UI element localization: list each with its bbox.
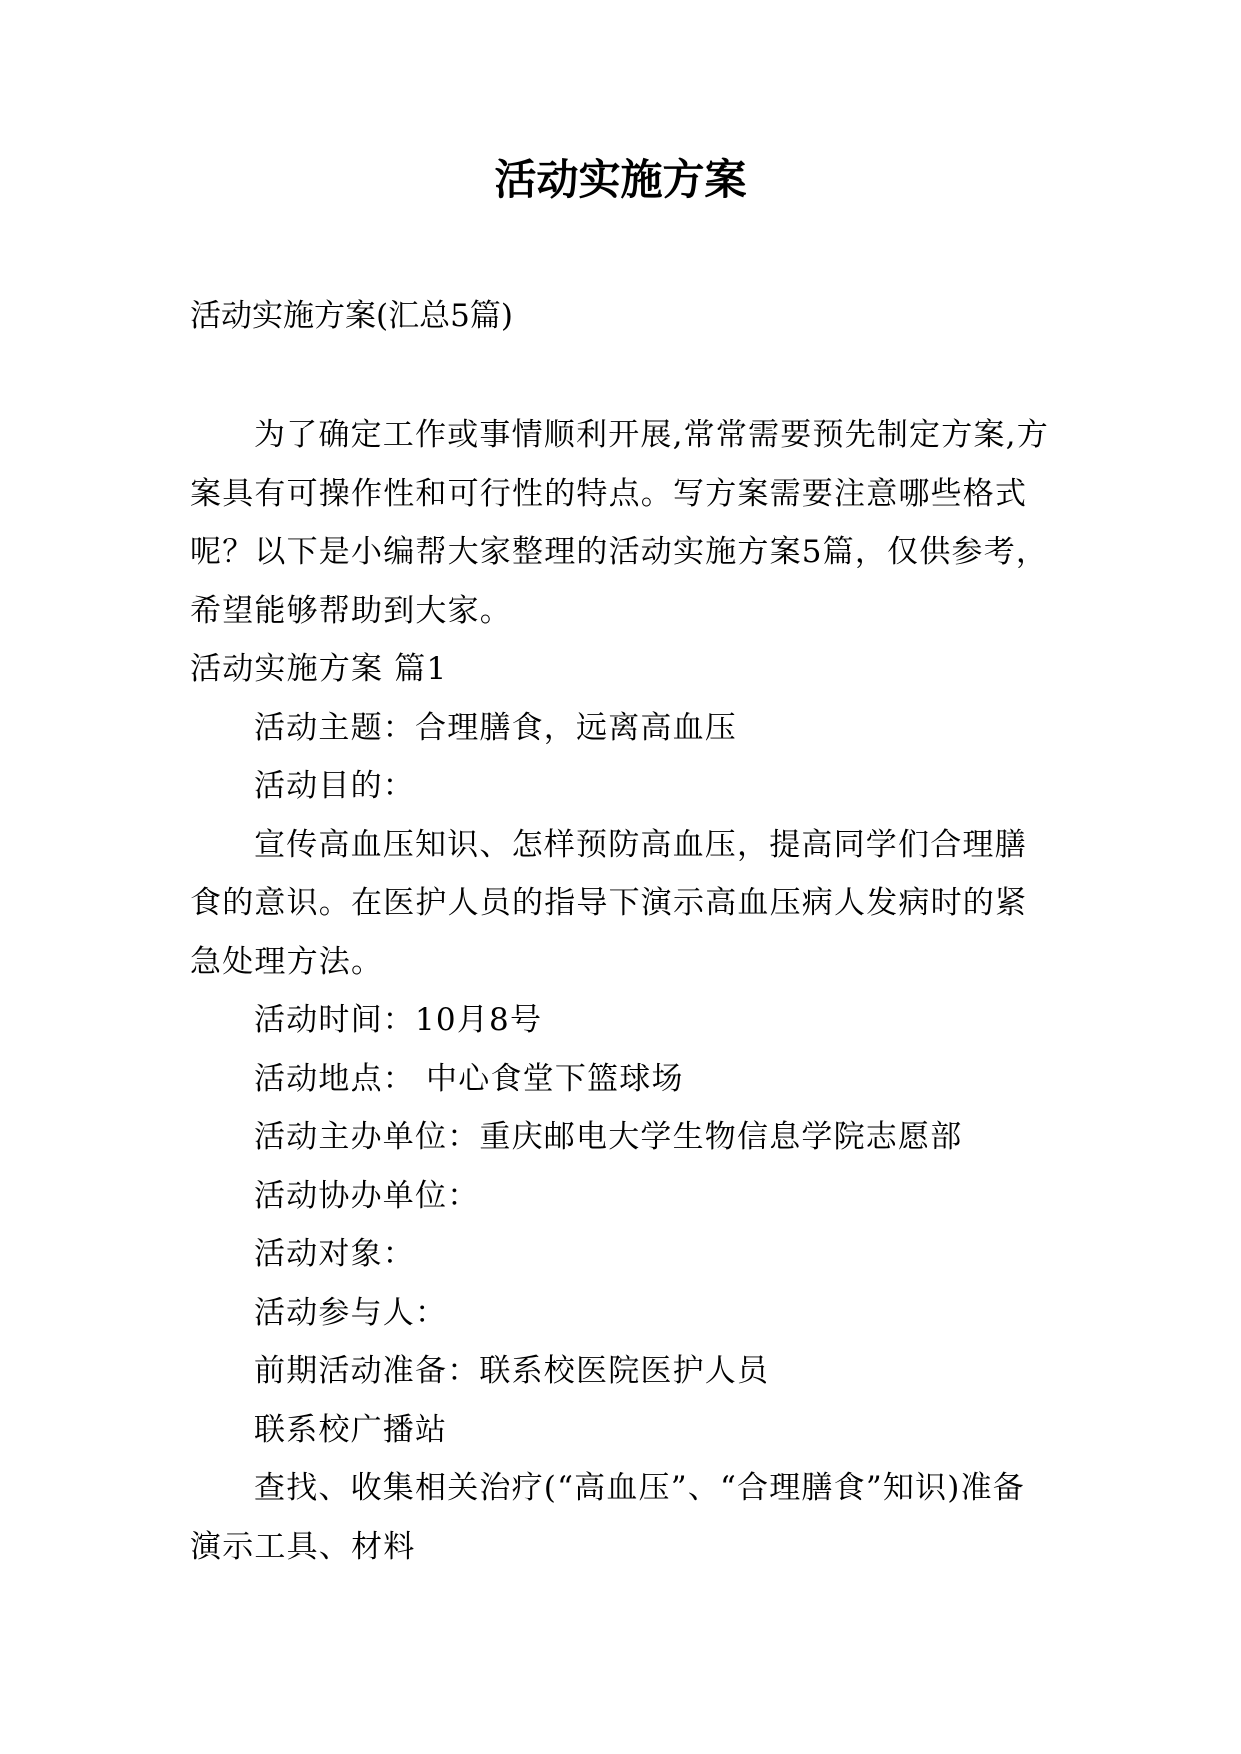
activity-location: 活动地点： 中心食堂下篮球场 [254,1060,684,1097]
preparation-item: 联系校广播站 [254,1411,448,1448]
activity-purpose-label: 活动目的： [254,768,415,804]
document-body [190,406,1052,1576]
activity-theme: 活动主题：合理膳食，远离高血压 [254,709,737,746]
document-title: 活动实施方案 [494,155,747,204]
preparation-item: 前期活动准备：联系校医院医护人员 [254,1353,770,1389]
document-subtitle: 活动实施方案(汇总5篇) [190,298,513,334]
activity-audience: 活动对象： [254,1236,415,1272]
activity-co-organizer: 活动协办单位： [254,1177,480,1214]
intro-paragraph: 为了确定工作或事情顺利开展,常常需要预先制定方案,方案具有可操作性和可行性的特点。写方案需要注意哪些格式呢？以下是小编帮大家整理的活动实施方案5篇，仅供参考，希望能够帮助到大家。 [190,417,1049,629]
section-heading: 活动实施方案 篇1 [190,651,448,687]
activity-purpose-text: 宣传高血压知识、怎样预防高血压，提高同学们合理膳食的意识。在医护人员的指导下演示高血压病人发病时的紧急处理方法。 [190,826,1028,980]
activity-time: 活动时间：10月8号 [254,1002,543,1038]
activity-participants: 活动参与人： [254,1294,448,1331]
activity-organizer: 活动主办单位：重庆邮电大学生物信息学院志愿部 [254,1119,963,1155]
preparation-item: 查找、收集相关治疗(“高血压”、“合理膳食”知识)准备演示工具、材料 [190,1470,1025,1565]
